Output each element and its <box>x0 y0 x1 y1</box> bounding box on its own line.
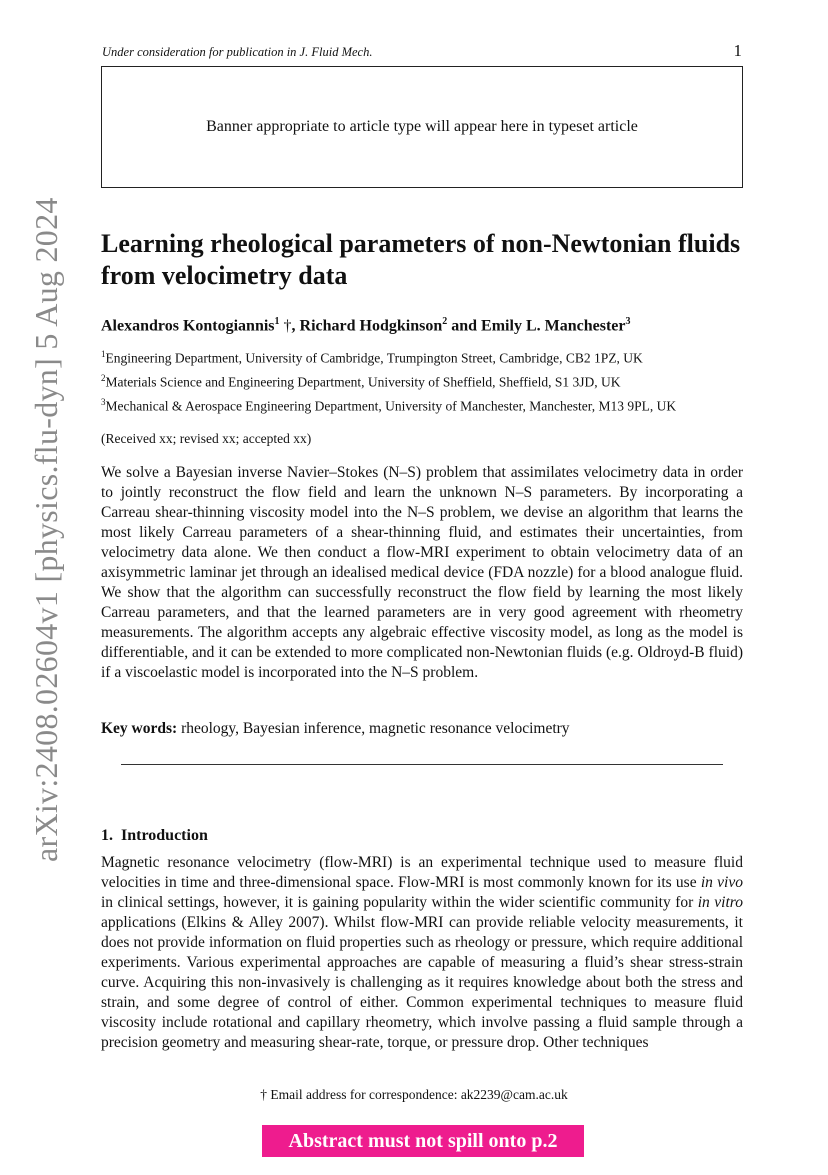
author-affiliation-number: 1 <box>274 316 280 327</box>
affiliation-text: Engineering Department, University of Cambridge, Trumpington Street, Cambridge, CB2 1PZ, UK <box>105 350 643 366</box>
affiliation-number: 1 <box>101 349 106 359</box>
page-number: 1 <box>733 41 742 60</box>
keywords-text: rheology, Bayesian inference, magnetic resonance velocimetry <box>181 720 570 737</box>
banner-text: Banner appropriate to article type will appear here in typeset article <box>206 118 638 135</box>
paper-title: Learning rheological parameters of non-Newtonian fluids from velocimetry data <box>101 229 741 290</box>
affiliation-3 <box>101 397 676 415</box>
affiliation-number: 2 <box>101 373 106 383</box>
affiliation-number: 3 <box>101 397 106 407</box>
author-affiliation-number: 3 <box>625 316 631 327</box>
author-separator: , <box>291 317 300 335</box>
keywords <box>101 720 570 738</box>
separator-rule <box>121 764 723 765</box>
correspondence-mark: † <box>279 317 292 335</box>
text-run: Magnetic resonance velocimetry (flow-MRI) is an experimental technique used to measure fluid velocities in time and three-dimensional space. Flow-MRI is most commonly known for its use <box>101 854 743 891</box>
author-affiliation-number: 2 <box>442 316 448 327</box>
arxiv-stamp: arXiv:2408.02604v1 [physics.flu-dyn] 5 Aug 2024 <box>28 197 64 862</box>
author-name: Emily L. Manchester <box>481 317 626 335</box>
abstract: We solve a Bayesian inverse Navier–Stokes (N–S) problem that assimilates velocimetry data in order to jointly reconstruct the flow field and learn the unknown N–S parameters. By incorporating a Carreau shear-thinning viscosity model into the N–S problem, we devise an algorithm that learns the most likely Carreau parameters of a shear-thinning fluid, and estimates their uncertainties, from velocimetry data alone. We then conduct a flow-MRI experiment to obtain velocimetry data of an axisymmetric laminar jet through an idealised medical device (FDA nozzle) for a blood analogue fluid. We show that the algorithm can successfully reconstruct the flow field by learning the most likely Carreau parameters, and that the learned parameters are in very good agreement with rheometry measurements. The algorithm accepts any algebraic effective viscosity model, as long as the model is differentiable, and it can be extended to more complicated non-Newtonian fluids (e.g. Oldroyd-B fluid) if a viscoelastic model is incorporated into the N–S problem. <box>101 464 743 681</box>
author-name: Alexandros Kontogiannis <box>101 317 275 335</box>
running-head: Under consideration for publication in J. Fluid Mech. <box>102 45 373 59</box>
introduction-paragraph <box>101 853 743 1053</box>
affiliation-text: Mechanical & Aerospace Engineering Department, University of Manchester, Manchester, M13 9PL, UK <box>105 398 677 414</box>
author-name: Richard Hodgkinson <box>299 317 443 335</box>
author-separator: and <box>447 317 482 335</box>
section-title: Introduction <box>121 827 208 844</box>
text-run: in clinical settings, however, it is gaining popularity within the wider scientific community for <box>101 894 698 911</box>
keywords-label: Key words: <box>101 720 178 737</box>
affiliation-2 <box>101 373 621 391</box>
abstract-length-warning: Abstract must not spill onto p.2 <box>262 1125 584 1157</box>
correspondence-footnote: † Email address for correspondence: ak2239@cam.ac.uk <box>260 1087 568 1102</box>
text-run: applications (Elkins & Alley 2007). Whilst flow-MRI can provide reliable velocity measurements, it does not provide information on fluid properties such as rheology or pressure, which require additional experiments. Various experimental approaches are capable of measuring a fluid’s shear stress-strain curve. Acquiring this non-invasively is challenging as it requires knowledge about both the stress and strain, and some degree of control of either. Common experimental techniques to measure fluid viscosity include rotational and capillary rheometry, which involve passing a fluid sample through a precision geometry and measuring shear-rate, torque, or pressure drop. Other techniques <box>101 914 743 1051</box>
italic-run: in vivo <box>700 874 743 891</box>
affiliation-text: Materials Science and Engineering Department, University of Sheffield, Sheffield, S1 3JD, UK <box>105 374 621 390</box>
affiliation-1 <box>101 349 643 367</box>
author-list <box>101 316 630 335</box>
italic-run: in vitro <box>697 894 743 911</box>
section-heading <box>101 827 208 845</box>
article-banner <box>101 66 743 188</box>
received-dates: (Received xx; revised xx; accepted xx) <box>101 431 312 446</box>
section-number: 1. <box>101 827 113 844</box>
